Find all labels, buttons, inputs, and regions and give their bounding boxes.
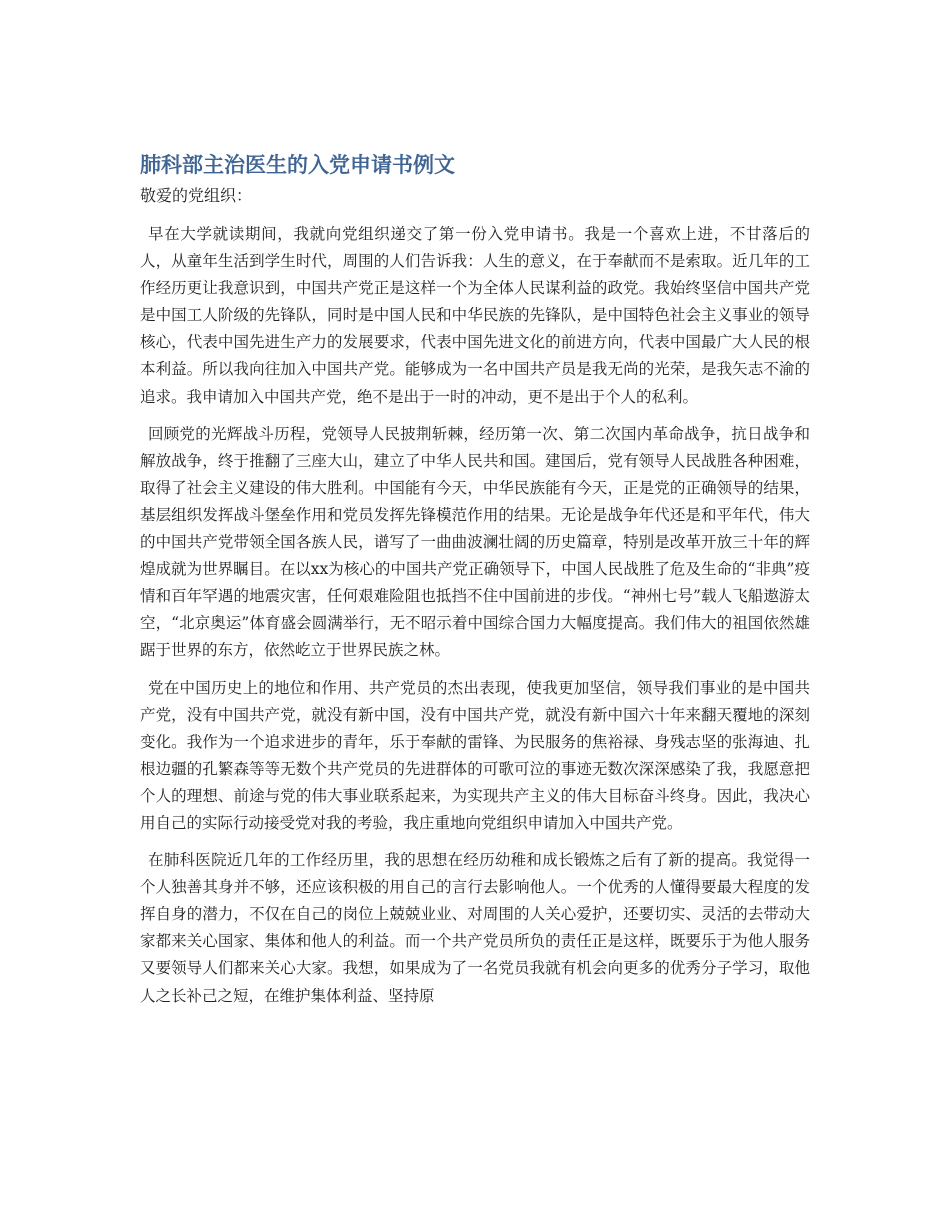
paragraph-3: 党在中国历史上的地位和作用、共产党员的杰出表现，使我更加坚信，领导我们事业的是中国共产党，没有中国共产党，就没有新中国，没有中国共产党，就没有新中国六十年来翻天覆地的深刻变化。我作为一个追求进步的青年，乐于奉献的雷锋、为民服务的焦裕禄、身残志坚的张海迪、扎根边疆的孔繁森等等无数个共产党员的先进群体的可歌可泣的事迹无数次深深感染了我，我愿意把个人的理想、前途与党的伟大事业联系起来，为实现共产主义的伟大目标奋斗终身。因此，我决心用自己的实际行动接受党对我的考验，我庄重地向党组织申请加入中国共产党。	[140, 678, 810, 832]
salutation: 敬爱的党组织：	[140, 186, 253, 205]
paragraph-4: 在肺科医院近几年的工作经历里，我的思想在经历幼稚和成长锻炼之后有了新的提高。我觉得一个人独善其身并不够，还应该积极的用自己的言行去影响他人。一个优秀的人懂得要最大程度的发挥自身的潜力，不仅在自己的岗位上兢兢业业、对周围的人关心爱护，还要切实、灵活的去带动大家都来关心国家、集体和他人的利益。而一个共产党员所负的责任正是这样，既要乐于为他人服务又要领导人们都来关心大家。我想，如果成为了一名党员我就有机会向更多的优秀分子学习，取他人之长补己之短，在维护集体利益、坚持原	[140, 851, 810, 1005]
document-body	[140, 148, 810, 1020]
paragraph-1: 早在大学就读期间，我就向党组织递交了第一份入党申请书。我是一个喜欢上进，不甘落后的人，从童年生活到学生时代，周围的人们告诉我：人生的意义，在于奉献而不是索取。近几年的工作经历更让我意识到，中国共产党正是这样一个为全体人民谋利益的政党。我始终坚信中国共产党是中国工人阶级的先锋队，同时是中国人民和中华民族的先锋队，是中国特色社会主义事业的领导核心，代表中国先进生产力的发展要求，代表中国先进文化的前进方向，代表中国最广大人民的根本利益。所以我向往加入中国共产党。能够成为一名中国共产员是我无尚的光荣，是我矢志不渝的追求。我申请加入中国共产党，绝不是出于一时的冲动，更不是出于个人的私利。	[140, 225, 810, 406]
paragraph-2: 回顾党的光辉战斗历程，党领导人民披荆斩棘，经历第一次、第二次国内革命战争，抗日战争和解放战争，终于推翻了三座大山，建立了中华人民共和国。建国后，党有领导人民战胜各种困难，取得了社会主义建设的伟大胜利。中国能有今天，中华民族能有今天，正是党的正确领导的结果，基层组织发挥战斗堡垒作用和党员发挥先锋模范作用的结果。无论是战争年代还是和平年代，伟大的中国共产党带领全国各族人民，谱写了一曲曲波澜壮阔的历史篇章，特别是改革开放三十年的辉煌成就为世界瞩目。在以xx为核心的中国共产党正确领导下，中国人民战胜了危及生命的“非典”疫情和百年罕遇的地震灾害，任何艰难险阻也抵挡不住中国前进的步伐。“神州七号”载人飞船遨游太空，“北京奥运”体育盛会圆满举行，无不昭示着中国综合国力大幅度提高。我们伟大的祖国依然雄踞于世界的东方，依然屹立于世界民族之林。	[140, 424, 810, 660]
document-title: 肺科部主治医生的入党申请书例文	[140, 153, 455, 177]
